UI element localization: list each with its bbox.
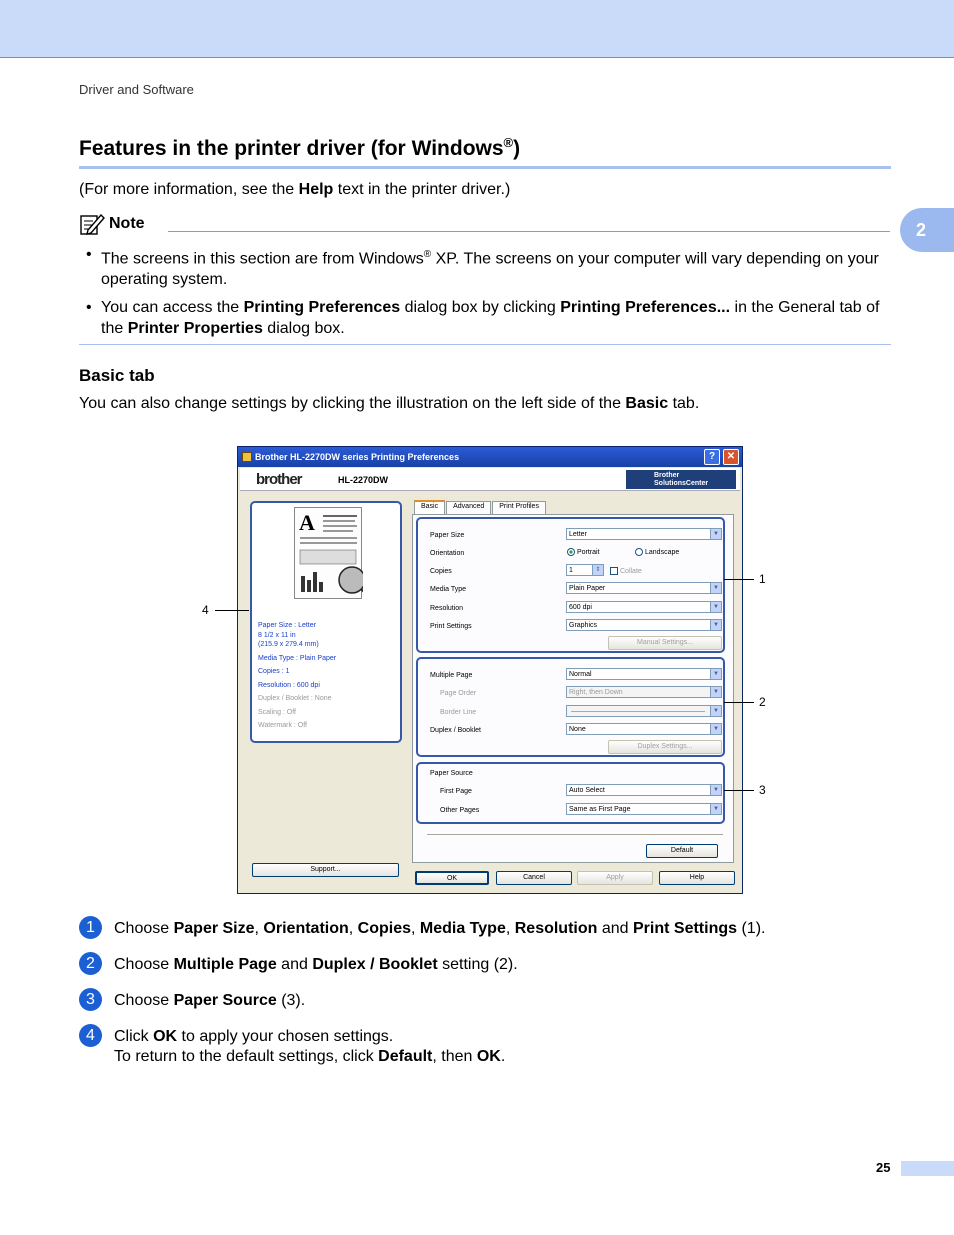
note-item: • You can access the Printing Preferences dialog box by clicking Printing Preferences... in the General tab of the Printer Properties dialog box. <box>84 297 892 339</box>
intro-text: (For more information, see the Help text in the printer driver.) <box>79 181 511 198</box>
callout-line-4 <box>215 610 249 611</box>
summary-line: (215.9 x 279.4 mm) <box>258 641 319 648</box>
chevron-down-icon: ▼ <box>710 602 721 612</box>
note-item: • The screens in this section are from Windows® XP. The screens on your computer will vary depending on your operating system. <box>84 244 892 290</box>
note-rule <box>168 231 890 232</box>
page-order-label: Page Order <box>440 690 477 697</box>
running-header: Driver and Software <box>79 82 194 97</box>
step-text: Choose Paper Source (3). <box>114 992 306 1009</box>
chevron-down-icon: ▼ <box>710 669 721 679</box>
page-number: 25 <box>876 1160 891 1175</box>
note-label: Note <box>109 215 145 232</box>
duplex-booklet-select[interactable]: None ▼ <box>566 723 722 735</box>
callout-line-1 <box>724 579 754 580</box>
paper-settings-group <box>416 517 725 653</box>
border-line-select[interactable] <box>566 705 722 717</box>
printer-icon <box>242 452 252 462</box>
settings-summary <box>258 621 400 731</box>
media-type-label: Media Type <box>430 586 467 593</box>
orientation-portrait[interactable]: Portrait <box>567 548 600 556</box>
other-pages-label: Other Pages <box>440 807 480 814</box>
step-marker: 2 <box>79 952 102 975</box>
multiple-page-label: Multiple Page <box>430 672 473 679</box>
preview-panel[interactable] <box>250 501 402 743</box>
step-text: Choose Multiple Page and Duplex / Booklet setting (2). <box>114 956 518 973</box>
chevron-down-icon: ▼ <box>710 724 721 734</box>
checkbox-icon <box>610 567 618 575</box>
orientation-label: Orientation <box>430 550 465 557</box>
border-line-label: Border Line <box>440 709 477 716</box>
copies-input[interactable]: 1 ⇕ <box>566 564 604 576</box>
callout-line-3 <box>724 790 754 791</box>
collate-checkbox[interactable]: Collate <box>610 567 642 575</box>
chevron-down-icon: ▼ <box>710 620 721 630</box>
dialog-titlebar <box>238 447 742 467</box>
chevron-down-icon: ▼ <box>710 785 721 795</box>
print-settings-select[interactable]: Graphics ▼ <box>566 619 722 631</box>
media-type-select[interactable]: Plain Paper ▼ <box>566 582 722 594</box>
first-page-select[interactable]: Auto Select ▼ <box>566 784 722 796</box>
manual-settings-button[interactable]: Manual Settings... <box>608 636 722 650</box>
solutions-center-button[interactable] <box>626 470 736 489</box>
step-marker: 1 <box>79 916 102 939</box>
help-icon[interactable]: ? <box>704 449 720 465</box>
brand-bar <box>240 468 740 491</box>
chapter-tab: 2 <box>900 208 954 252</box>
paper-size-label: Paper Size <box>430 532 465 539</box>
radio-icon <box>635 548 643 556</box>
orientation-landscape[interactable]: Landscape <box>635 548 679 556</box>
callout-4: 4 <box>202 603 209 617</box>
summary-line: Copies : 1 <box>258 668 290 675</box>
chevron-down-icon: ▼ <box>710 583 721 593</box>
page-preview-illustration[interactable] <box>294 507 362 599</box>
basic-tab-heading: Basic tab <box>79 366 155 385</box>
print-settings-label: Print Settings <box>430 623 472 630</box>
summary-line: Media Type : Plain Paper <box>258 654 337 662</box>
chevron-down-icon: ▼ <box>710 529 721 539</box>
step-marker: 3 <box>79 988 102 1011</box>
support-button[interactable]: Support... <box>252 863 399 877</box>
basic-tab-paragraph: You can also change settings by clicking the illustration on the left side of the Basic tab. <box>79 395 700 412</box>
dialog-tabs <box>414 500 547 514</box>
model-name: HL-2270DW <box>338 475 389 485</box>
step-marker: 4 <box>79 1024 102 1047</box>
paper-source-group <box>416 762 725 824</box>
multiple-page-select[interactable]: Normal ▼ <box>566 668 722 680</box>
stepper-icon[interactable]: ⇕ <box>592 565 603 575</box>
other-pages-select[interactable]: Same as First Page ▼ <box>566 803 722 815</box>
callout-1: 1 <box>759 572 766 586</box>
resolution-select[interactable]: 600 dpi ▼ <box>566 601 722 613</box>
chevron-down-icon: ▼ <box>710 706 721 716</box>
solutions-label-2: SolutionsCenter <box>654 480 709 487</box>
duplex-booklet-label: Duplex / Booklet <box>430 727 481 734</box>
tab-advanced[interactable]: Advanced <box>446 501 491 514</box>
summary-line: Scaling : Off <box>258 708 297 716</box>
section-title: Features in the printer driver (for Windows®) <box>79 135 521 160</box>
callout-2: 2 <box>759 695 766 709</box>
cancel-button[interactable]: Cancel <box>496 871 572 885</box>
dialog-title: Brother HL-2270DW series Printing Preferences <box>255 452 460 462</box>
note-heading <box>79 212 145 236</box>
first-page-label: First Page <box>440 788 472 795</box>
border-line-sample <box>571 711 705 712</box>
note-list <box>84 244 892 346</box>
preview-graphic <box>295 508 363 600</box>
printing-preferences-dialog <box>237 446 743 894</box>
note-pencil-icon <box>79 212 105 236</box>
brother-logo: brother <box>256 471 302 488</box>
solutions-label-1: Brother <box>654 472 680 479</box>
resolution-label: Resolution <box>430 605 464 612</box>
summary-line: Duplex / Booklet : None <box>258 695 332 702</box>
page-order-select[interactable]: Right, then Down ▼ <box>566 686 722 698</box>
step-text: Click OK to apply your chosen settings. To return to the default settings, click Default, then OK. <box>114 1028 506 1065</box>
paper-source-label: Paper Source <box>430 770 473 777</box>
callout-3: 3 <box>759 783 766 797</box>
help-button[interactable]: Help <box>659 871 735 885</box>
header-band <box>0 0 954 58</box>
tab-divider <box>427 834 723 835</box>
summary-line: Resolution : 600 dpi <box>258 681 320 689</box>
footer-bar <box>901 1161 954 1176</box>
summary-line: Paper Size : Letter <box>258 622 316 629</box>
apply-button[interactable]: Apply <box>577 871 653 885</box>
title-rule <box>79 166 891 169</box>
summary-line: Watermark : Off <box>258 722 308 729</box>
default-button[interactable]: Default <box>646 844 718 858</box>
layout-settings-group <box>416 657 725 757</box>
note-end-rule <box>79 344 891 345</box>
tab-print-profiles[interactable]: Print Profiles <box>492 501 546 514</box>
copies-label: Copies <box>430 568 452 575</box>
close-icon[interactable]: ✕ <box>723 449 739 465</box>
preview-letter-glyph: A <box>299 510 315 535</box>
tab-basic[interactable]: Basic <box>414 500 445 514</box>
radio-selected-icon <box>567 548 575 556</box>
callout-line-2 <box>724 702 754 703</box>
ok-button[interactable]: OK <box>415 871 489 885</box>
duplex-settings-button[interactable]: Duplex Settings... <box>608 740 722 754</box>
chevron-down-icon: ▼ <box>710 687 721 697</box>
basic-tab-panel <box>412 514 734 863</box>
paper-size-select[interactable]: Letter ▼ <box>566 528 722 540</box>
summary-line: 8 1/2 x 11 in <box>258 631 296 639</box>
chevron-down-icon: ▼ <box>710 804 721 814</box>
step-text: Choose Paper Size, Orientation, Copies, Media Type, Resolution and Print Settings (1). <box>114 920 766 937</box>
